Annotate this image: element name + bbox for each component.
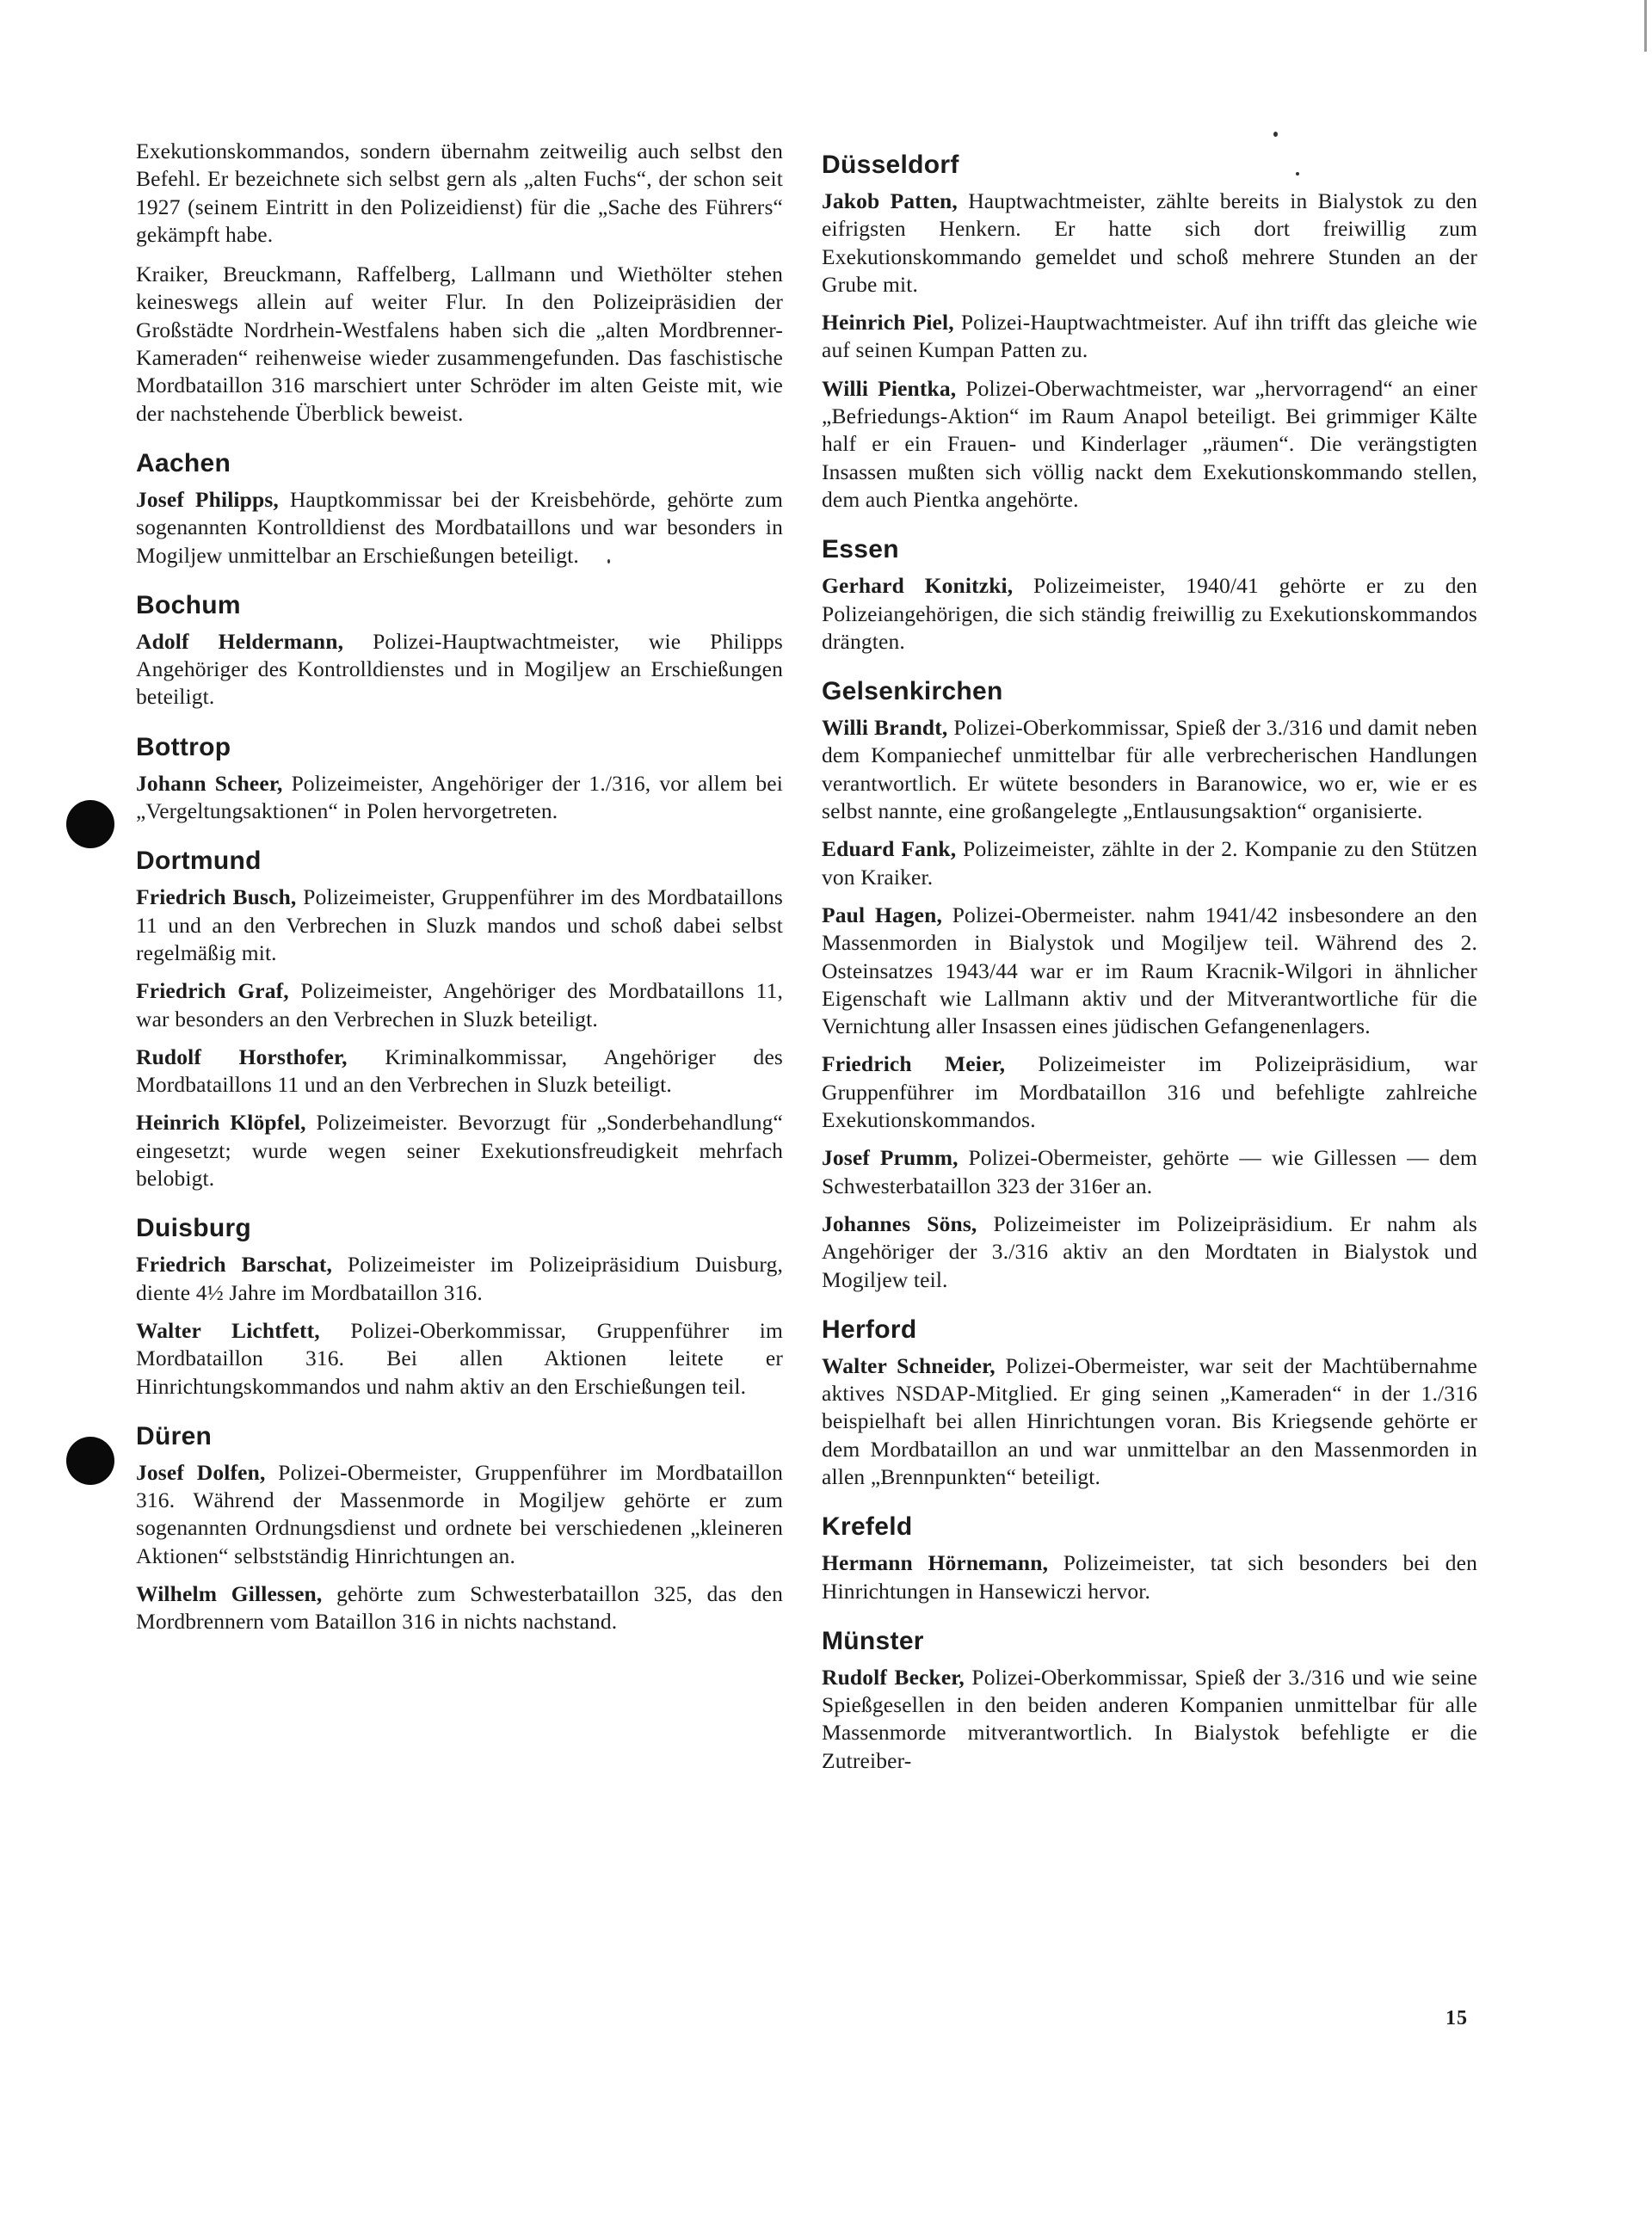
city-heading: Düren [136, 1421, 213, 1450]
person-name: Friedrich Busch, [136, 884, 297, 910]
person-description: Polizei-Oberwachtmeister, war „hervorragend“ an einer „Befriedungs-Aktion“ im Raum Anapol beteiligt. Bei grimmiger Kälte half er ein Frauen- und Kinderlager „räumen“. Die verängstigten Insassen mußten sich völlig nackt dem Exekutionskommando stellen, dem auch Pientka angehörte. [822, 375, 1477, 512]
person-entry [822, 1352, 1477, 1491]
person-description: Polizei-Obermeister, Gruppenführer im Mordbataillon 316. Während der Massenmorde in Mogiljew gehörte er zum sogenannten Ordnungsdienst und ordnete bei verschiedenen „kleineren Aktionen“ selbstständig Hinrichtungen an. [136, 1459, 783, 1568]
person-name: Eduard Fank, [822, 836, 957, 862]
scan-speck [1273, 132, 1278, 137]
person-entry [136, 770, 783, 826]
person-name: Jakob Patten, [822, 188, 958, 213]
person-description: Polizei-Obermeister, war seit der Machtübernahme aktives NSDAP-Mitglied. Er ging seinen „Kameraden“ in der 1./316 beispielhaft bei allen Hinrichtungen voran. Bis Kriegsende gehörte er dem Mordbataillon an und war unmittelbar an den Massenmorden in allen „Brennpunkten“ beteiligt. [822, 1352, 1478, 1489]
person-description: Polizeimeister, Angehöriger des Mordbataillons 11, war besonders an den Verbrechen in Sluzk beteiligt. [136, 978, 783, 1032]
person-name: Wilhelm Gillessen, [136, 1580, 323, 1606]
city-heading: Dortmund [136, 847, 262, 876]
right-column [822, 138, 1477, 1785]
person-name: Friedrich Graf, [136, 978, 289, 1004]
person-name: Gerhard Konitzki, [822, 573, 1014, 599]
person-description: Polizei-Obermeister. nahm 1941/42 insbesondere an den Massenmorden in Bialystok und Mogiljew teil. Während des 2. Osteinsatzes 1943/44 war er im Raum Kracnik-Wilgori in ähnlicher Eigenschaft wie Lallmann aktiv und der Mitverantwortliche für die Vernichtung aller Insassen eines jüdischen Gefangenenlagers. [822, 902, 1478, 1039]
person-description: Polizeimeister, 1940/41 gehörte er zu den Polizeiangehörigen, die sich ständig freiwillig zu Exekutionskommandos drängten. [822, 573, 1477, 654]
person-description: Hauptkommissar bei der Kreisbehörde, gehörte zum sogenannten Kontrolldienst des Mordbataillons und war besonders in Mogiljew unmittelbar an Erschießungen beteiligt. [136, 486, 783, 568]
person-entry [136, 884, 783, 967]
person-description: Polizeimeister im Polizeipräsidium Duisburg, diente 4½ Jahre im Mordbataillon 316. [136, 1252, 783, 1305]
person-description: Polizei-Oberkommissar, Gruppenführer im Mordbataillon 316. Bei allen Aktionen leitete er Hinrichtungskommandos und nahm aktiv an den Erschießungen teil. [136, 1317, 783, 1399]
scan-edge-mark [1644, 0, 1647, 52]
city-heading: Bottrop [136, 732, 231, 761]
punch-hole-top [66, 800, 114, 848]
person-description: Hauptwachtmeister, zählte bereits in Bialystok zu den eifrigsten Henkern. Er hatte sich dort freiwillig zum Exekutionskommando gemeldet und schoß mehrere Stunden an der Grube mit. [822, 188, 1477, 297]
person-name: Josef Dolfen, [136, 1459, 266, 1485]
person-entry [136, 977, 783, 1033]
person-name: Johannes Söns, [822, 1210, 977, 1236]
person-entry [822, 1664, 1477, 1775]
person-description: Polizeimeister im Polizeipräsidium. Er nahm als Angehöriger der 3./316 aktiv an den Mordtaten in Bialystok und Mogiljew teil. [822, 1210, 1477, 1292]
person-entry [822, 1144, 1477, 1200]
city-heading: Essen [822, 535, 899, 564]
person-description: Polizeimeister. Bevorzugt für „Sonderbehandlung“ eingesetzt; wurde wegen seiner Exekutionsfreudigkeit mehrfach belobigt. [136, 1110, 783, 1192]
person-entry [822, 835, 1477, 891]
person-description: Polizei-Hauptwachtmeister, wie Philipps Angehöriger des Kontrolldienstes und in Mogiljew an Erschießungen beteiligt. [136, 628, 783, 710]
person-name: Johann Scheer, [136, 770, 283, 796]
city-heading: Bochum [136, 590, 241, 619]
person-description: Polizeimeister, Gruppenführer im des Mordbataillons 11 und an den Verbrechen in Sluzk mandos und schoß dabei selbst regelmäßig mit. [136, 884, 783, 965]
person-entry [822, 1210, 1477, 1294]
person-description: Polizei-Oberkommissar, Spieß der 3./316 und wie seine Spießgesellen in den beiden anderen Kompanien unmittelbar für alle Massenmorde mitverantwortlich. In Bialystok befehligte er die Zutreiber- [822, 1664, 1477, 1773]
person-name: Friedrich Barschat, [136, 1252, 333, 1278]
city-heading: Duisburg [136, 1214, 252, 1243]
person-name: Hermann Hörnemann, [822, 1550, 1049, 1576]
person-description: Polizei-Obermeister, gehörte — wie Gillessen — dem Schwesterbataillon 323 der 316er an. [822, 1145, 1478, 1198]
person-entry [136, 1109, 783, 1192]
person-description: Polizeimeister, zählte in der 2. Kompanie zu den Stützen von Kraiker. [822, 836, 1477, 890]
person-description: Polizeimeister, tat sich besonders bei den Hinrichtungen in Hansewiczi hervor. [822, 1550, 1477, 1604]
city-heading: Gelsenkirchen [822, 677, 1003, 706]
person-name: Friedrich Meier, [822, 1051, 1006, 1077]
city-heading: Düsseldorf [822, 151, 959, 179]
person-entry [136, 1580, 783, 1636]
person-entry [136, 628, 783, 711]
person-entry [822, 375, 1477, 514]
person-description: Polizei-Oberkommissar, Spieß der 3./316 und damit neben dem Kompaniechef unmittelbar für alle verbrecherischen Handlungen verantwortlich. Er wütete besonders in Baranowice, wo er, wie er es selbst nannte, eine großangelegte „Entlausungsaktion“ organisierte. [822, 715, 1477, 824]
person-entry [822, 1549, 1477, 1605]
person-description: Kriminalkommissar, Angehöriger des Mordbataillons 11 und an den Verbrechen in Sluzk beteiligt. [136, 1044, 783, 1098]
person-entry [822, 572, 1477, 656]
person-entry [822, 902, 1477, 1040]
city-heading: Herford [822, 1315, 917, 1344]
person-name: Heinrich Klöpfel, [136, 1110, 306, 1136]
person-description: Polizeimeister, Angehöriger der 1./316, vor allem bei „Vergeltungsaktionen“ in Polen hervorgetreten. [136, 770, 783, 824]
person-name: Josef Philipps, [136, 486, 279, 512]
left-column [136, 138, 783, 1647]
person-entry [136, 1459, 783, 1570]
intro-paragraph: Exekutionskommandos, sondern übernahm zeitweilig auch selbst den Befehl. Er bezeichnete sich selbst gern als „alten Fuchs“, der schon seit 1927 (seinem Eintritt in den Polizeidienst) für die „Sache des Führers“ gekämpft habe. [136, 139, 783, 247]
person-name: Heinrich Piel, [822, 310, 954, 336]
person-entry [822, 1050, 1477, 1134]
person-name: Rudolf Horsthofer, [136, 1044, 348, 1069]
person-name: Willi Pientka, [822, 375, 957, 401]
person-name: Paul Hagen, [822, 902, 943, 927]
city-heading: Aachen [136, 448, 231, 477]
person-entry [822, 309, 1477, 365]
city-heading: Krefeld [822, 1512, 913, 1542]
person-description: gehörte zum Schwesterbataillon 325, das den Mordbrennern vom Bataillon 316 in nichts nachstand. [136, 1580, 783, 1635]
person-name: Adolf Heldermann, [136, 628, 344, 654]
person-name: Walter Schneider, [822, 1352, 996, 1378]
city-heading: Münster [822, 1626, 924, 1655]
punch-hole-bottom [66, 1437, 114, 1485]
person-entry [136, 1251, 783, 1307]
person-name: Josef Prumm, [822, 1145, 959, 1171]
person-description: Polizei-Hauptwachtmeister. Auf ihn trifft das gleiche wie auf seinen Kumpan Patten zu. [822, 310, 1477, 363]
person-entry [822, 188, 1477, 299]
person-name: Willi Brandt, [822, 715, 948, 741]
intro-paragraph: Kraiker, Breuckmann, Raffelberg, Lallmann und Wiethölter stehen keineswegs allein auf weiter Flur. In den Polizeipräsidien der Großstädte Nordrhein-Westfalens haben sich die „alten Mordbrenner-Kameraden“ reihenweise wieder zusammengefunden. Das faschistische Mordbataillon 316 marschiert unter Schröder im alten Geiste mit, wie der nachstehende Überblick beweist. [136, 262, 783, 426]
person-entry [136, 486, 783, 570]
person-entry [822, 714, 1477, 825]
person-entry [136, 1317, 783, 1401]
person-entry [136, 1044, 783, 1099]
page-number: 15 [1446, 2007, 1468, 2029]
person-name: Rudolf Becker, [822, 1664, 965, 1690]
person-description: Polizeimeister im Polizeipräsidium, war Gruppenführer im Mordbataillon 316 und befehligte zahlreiche Exekutionskommandos. [822, 1051, 1477, 1133]
person-name: Walter Lichtfett, [136, 1317, 320, 1343]
